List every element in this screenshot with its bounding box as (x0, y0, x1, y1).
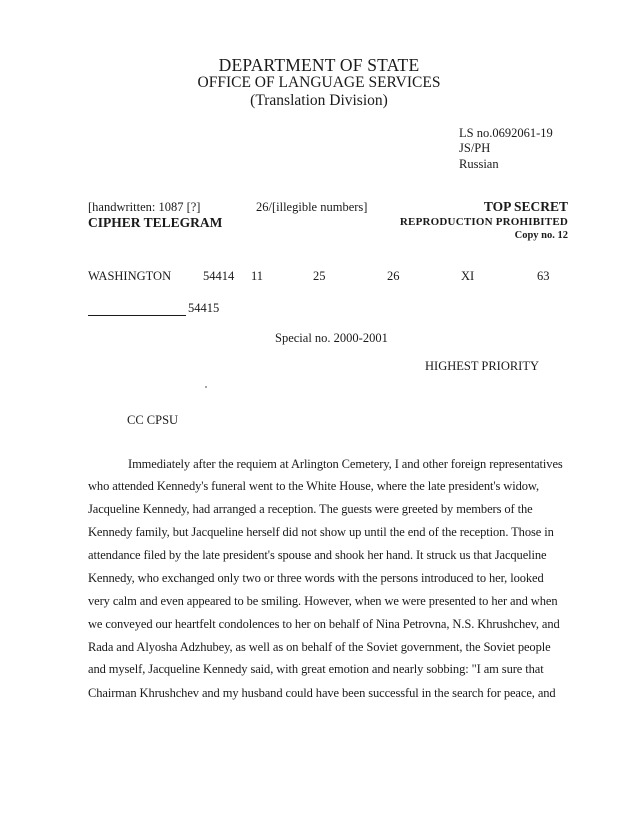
illegible-numbers: 26/[illegible numbers] (256, 200, 368, 214)
reproduction-notice: REPRODUCTION PROHIBITED (399, 216, 568, 228)
routing-field: 25 (313, 269, 326, 283)
office-heading: OFFICE OF LANGUAGE SERVICES (197, 74, 441, 91)
blank-underline (88, 315, 186, 316)
routing-month: XI (461, 269, 475, 283)
translator-initials: JS/PH (459, 141, 491, 155)
department-heading: DEPARTMENT OF STATE (218, 55, 420, 75)
routing-code: 54414 (203, 269, 235, 283)
body-line: Jacqueline Kennedy, had arranged a reception. The guests were greeted by members of the (88, 502, 533, 516)
body-line: and myself, Jacqueline Kennedy said, with great emotion and nearly sobbing: "I am sure that (88, 662, 544, 676)
body-line: Immediately after the requiem at Arlington Cemetery, I and other foreign representatives (128, 457, 563, 471)
body-line: very calm and even appeared to be smiling. However, when we were presented to her and when (88, 594, 558, 608)
body-line: Rada and Alyosha Adzhubey, as well as on behalf of the Soviet government, the Soviet people (88, 640, 551, 654)
classification-label: TOP SECRET (483, 199, 568, 214)
ls-number: LS no.0692061-19 (459, 126, 553, 140)
copy-number: Copy no. 12 (514, 230, 568, 241)
scan-speck (205, 386, 207, 388)
body-line: Kennedy, who exchanged only two or three words with the persons introduced to her, looked (88, 571, 544, 585)
handwritten-note: [handwritten: 1087 [?] (88, 200, 201, 214)
body-line: we conveyed our heartfelt condolences to her on behalf of Nina Petrovna, N.S. Khrushchev, and (88, 617, 560, 631)
telegram-type: CIPHER TELEGRAM (88, 215, 223, 230)
origin-city: WASHINGTON (88, 269, 172, 283)
body-line: Kennedy family, but Jacqueline herself did not show up until the end of the reception. Those in (88, 525, 554, 539)
secondary-code: 54415 (188, 301, 220, 315)
routing-year: 63 (537, 269, 550, 283)
addressee: CC CPSU (127, 413, 179, 427)
division-heading: (Translation Division) (250, 92, 388, 109)
source-language: Russian (459, 157, 499, 171)
routing-field: 26 (387, 269, 400, 283)
routing-field: 11 (251, 269, 264, 283)
body-line: attendance filed by the late president's spouse and shook her hand. It struck us that Jacqueline (88, 548, 547, 562)
priority-label: HIGHEST PRIORITY (425, 359, 540, 373)
body-line: Chairman Khrushchev and my husband could have been successful in the search for peace, and (88, 686, 556, 700)
special-number: Special no. 2000-2001 (275, 331, 388, 345)
body-line: who attended Kennedy's funeral went to the White House, where the late president's widow, (88, 479, 540, 493)
